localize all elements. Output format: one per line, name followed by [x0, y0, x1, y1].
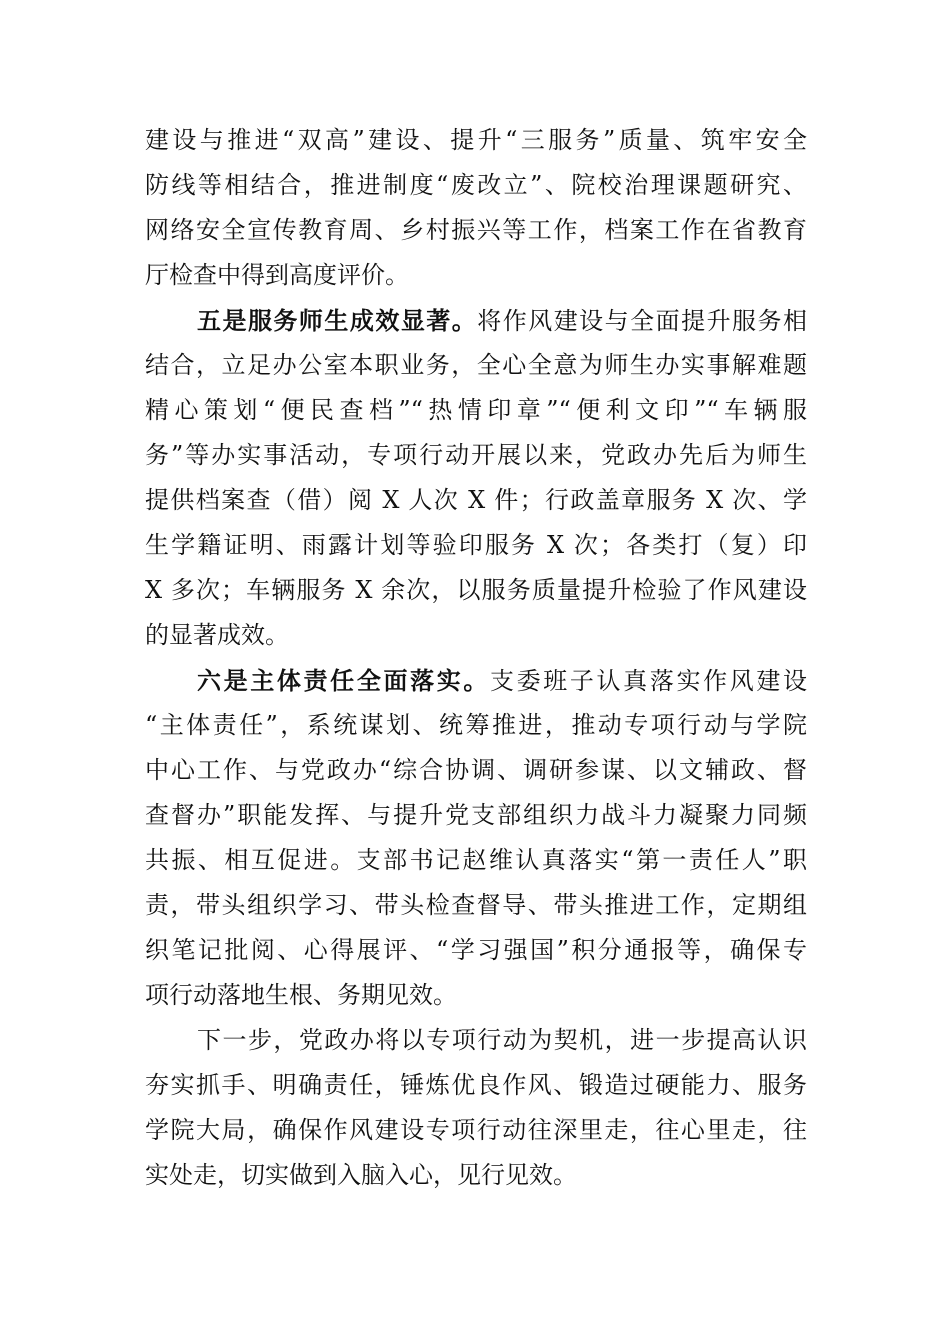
- text-line: 防线等相结合，推进制度“废改立”、院校治理课题研究、: [145, 171, 807, 199]
- document-page: [145, 118, 807, 1198]
- text-line: 查督办”职能发挥、与提升党支部组织力战斗力凝聚力同频: [145, 801, 807, 829]
- paragraph-heading: 五是服务师生成效显著。: [197, 306, 478, 335]
- paragraph-next-step: [145, 1018, 807, 1198]
- text-line: 中心工作、与党政办“综合协调、调研参谋、以文辅政、督: [145, 756, 807, 784]
- text-line: 实处走，切实做到入脑入心，见行见效。: [145, 1161, 577, 1189]
- text-line: 责，带头组织学习、带头检查督导、带头推进工作，定期组: [145, 891, 807, 919]
- text-line: “主体责任”，系统谋划、统筹推进，推动专项行动与学院: [145, 711, 807, 739]
- paragraph-heading: 六是主体责任全面落实。: [197, 666, 490, 695]
- paragraph-dual-high: [145, 118, 807, 298]
- text-line: 建设与推进“双高”建设、提升“三服务”质量、筑牢安全: [145, 126, 807, 154]
- text-line: 生学籍证明、雨露计划等验印服务 X 次；各类打（复）印: [145, 531, 807, 559]
- paragraph-service: [145, 298, 807, 658]
- text-line: 夯实抓手、明确责任，锤炼优良作风、锻造过硬能力、服务: [145, 1071, 807, 1099]
- text-line: 的显著成效。: [145, 621, 289, 649]
- paragraph-responsibility: [145, 658, 807, 1018]
- text-line: 下一步，党政办将以专项行动为契机，进一步提高认识: [197, 1026, 807, 1054]
- text-line: 厅检查中得到高度评价。: [145, 261, 409, 289]
- text-line: 共振、相互促进。支部书记赵维认真落实“第一责任人”职: [145, 846, 807, 874]
- text-line: X 多次；车辆服务 X 余次，以服务质量提升检验了作风建设: [145, 576, 807, 604]
- text-line: 学院大局，确保作风建设专项行动往深里走，往心里走，往: [145, 1116, 807, 1144]
- text-line: 网络安全宣传教育周、乡村振兴等工作，档案工作在省教育: [145, 216, 807, 244]
- text-line: [145, 658, 807, 703]
- text-line: 提供档案查（借）阅 X 人次 X 件；行政盖章服务 X 次、学: [145, 486, 807, 514]
- text-line: 务”等办实事活动，专项行动开展以来，党政办先后为师生: [145, 441, 807, 469]
- text-line: 精心策划“便民查档”“热情印章”“便利文印”“车辆服: [145, 396, 807, 424]
- text-span: 支委班子认真落实作风建设: [490, 667, 807, 695]
- text-span: 将作风建设与全面提升服务相: [477, 307, 808, 335]
- text-line: 织笔记批阅、心得展评、“学习强国”积分通报等，确保专: [145, 936, 807, 964]
- text-line: [145, 298, 807, 343]
- text-line: 项行动落地生根、务期见效。: [145, 981, 457, 1009]
- text-line: 结合，立足办公室本职业务，全心全意为师生办实事解难题: [145, 351, 807, 379]
